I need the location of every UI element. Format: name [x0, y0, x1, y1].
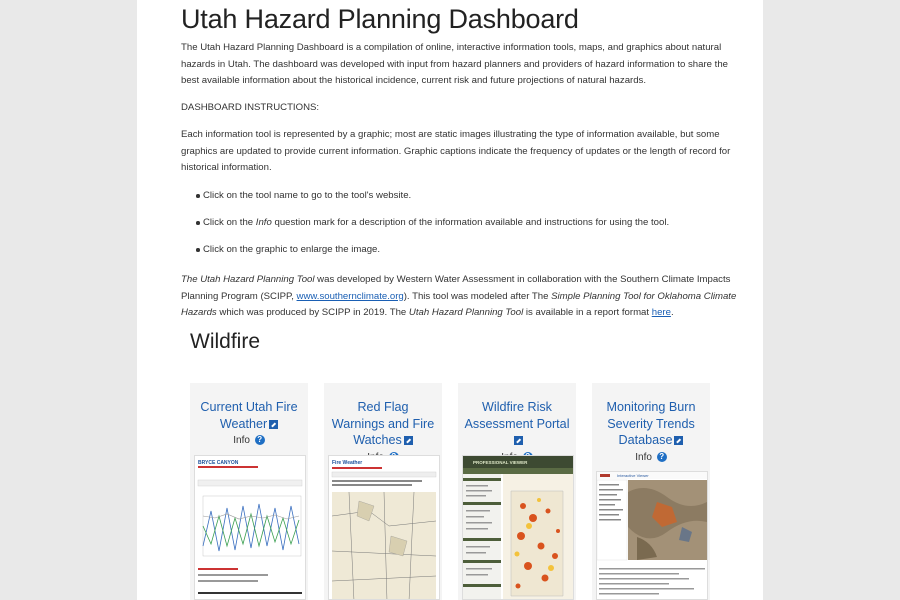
question-icon[interactable]: ? — [657, 452, 667, 462]
tool-card-burn-severity — [592, 383, 710, 600]
tool-link[interactable] — [458, 383, 576, 449]
list-item: Click on the graphic to enlarge the image. — [181, 242, 737, 258]
report-link[interactable]: here — [651, 307, 671, 319]
info-row[interactable] — [592, 452, 710, 463]
tool-link[interactable] — [190, 383, 308, 432]
info-label: Info — [233, 435, 250, 446]
external-link-icon — [674, 436, 683, 445]
credit-italic: The Utah Hazard Planning Tool — [181, 274, 315, 285]
list-item: Click on the tool name to go to the tool's website. — [181, 188, 737, 204]
thumb-title: Fire Weather — [332, 460, 363, 466]
info-label: Info — [635, 451, 652, 463]
external-link-icon — [514, 436, 523, 445]
tool-link[interactable] — [592, 383, 710, 449]
instructions-list — [181, 188, 737, 269]
tool-graphic[interactable] — [194, 455, 306, 600]
tool-card-red-flag — [324, 383, 442, 600]
page-panel — [137, 0, 763, 600]
tool-title: Monitoring Burn Severity Trends Database — [606, 400, 696, 447]
instructions-heading: DASHBOARD INSTRUCTIONS: — [181, 102, 320, 113]
thumb-title: BRYCE CANYON — [198, 460, 239, 466]
credit-text: ). This tool was modeled after The — [403, 290, 552, 302]
scipp-link[interactable]: www.southernclimate.org — [296, 290, 404, 302]
page-title: Utah Hazard Planning Dashboard — [181, 4, 579, 34]
tool-graphic[interactable] — [462, 455, 574, 600]
instructions-paragraph: Each information tool is represented by a graphic; most are static images illustrating the type of information available, but some graphics are updated to provide current information. Graphic captions indicate the frequency of updates or the length of record for historical information. — [181, 129, 731, 174]
section-title: Wildfire — [190, 330, 261, 353]
bullet-text: Click on the — [203, 217, 254, 228]
bullet-italic: Info — [255, 217, 272, 228]
intro-paragraph: The Utah Hazard Planning Dashboard is a compilation of online, interactive information tools, maps, and graphics about natural hazards in Utah. The dashboard was developed with input from hazard planners and providers of hazard information to share the best available information about the historical incidence, current risk and future projections of natural hazards. — [181, 42, 728, 87]
fire-weather-chart-thumbnail — [195, 456, 305, 600]
red-flag-map-thumbnail — [329, 456, 439, 600]
credit-italic: Simple Planning Tool for Oklahoma Climate Hazards — [181, 290, 737, 319]
tool-title: Wildfire Risk Assessment Portal — [464, 400, 570, 431]
tool-graphic[interactable] — [596, 471, 708, 600]
tool-title: Current Utah Fire Weather — [200, 400, 298, 431]
credit-text: was developed by Western Water Assessment in collaboration with the Southern Climate Impacts Planning Program (SCIPP, — [181, 274, 731, 302]
thumb-title: PROFESSIONAL VIEWER — [473, 460, 528, 465]
credit-text: . — [670, 307, 674, 319]
info-row[interactable] — [190, 435, 308, 446]
bullet-text: question mark for a description of the information available and instructions for using the tool. — [274, 217, 670, 228]
tool-link[interactable] — [324, 383, 442, 449]
list-item — [181, 215, 737, 231]
credit-text: is available in a report format — [523, 307, 652, 319]
external-link-icon — [404, 436, 413, 445]
external-link-icon — [269, 420, 278, 429]
tool-graphic[interactable] — [328, 455, 440, 600]
burn-severity-thumbnail — [597, 472, 707, 600]
credit-paragraph — [181, 272, 737, 322]
tool-card-fire-weather — [190, 383, 308, 600]
tool-card-wildfire-risk — [458, 383, 576, 600]
wildfire-portal-thumbnail — [463, 456, 573, 600]
credit-italic: Utah Hazard Planning Tool — [408, 307, 524, 319]
thumb-title: Interactive Viewer — [617, 473, 649, 478]
question-icon[interactable]: ? — [255, 435, 265, 445]
credit-text: which was produced by SCIPP in 2019. The — [216, 307, 409, 319]
tool-title: Red Flag Warnings and Fire Watches — [331, 400, 435, 447]
